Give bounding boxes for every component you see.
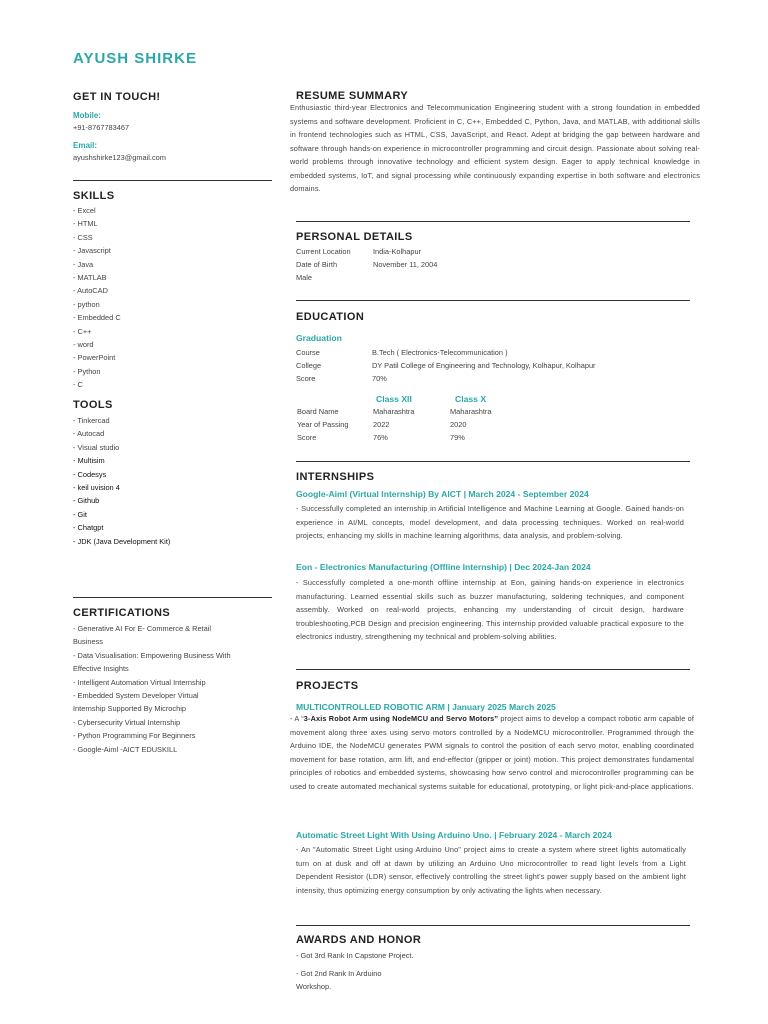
certification-item: Effective Insights xyxy=(73,664,129,674)
contact-heading: GET IN TOUCH! xyxy=(73,91,161,103)
graduation-label: Graduation xyxy=(296,333,342,343)
location-value: India-Kolhapur xyxy=(373,247,422,256)
certifications-heading: CERTIFICATIONS xyxy=(73,607,171,619)
gender-value: Male xyxy=(296,273,313,282)
email-address: ayushshirke123@gmail.com xyxy=(73,153,166,162)
skill-item: - word xyxy=(73,340,94,350)
certification-item: - Python Programming For Beginners xyxy=(73,731,196,741)
college-value: DY Patil College of Engineering and Technology, Kolhapur, Kolhapur xyxy=(372,361,596,370)
certification-item: - Google-Aiml -AICT EDUSKILL xyxy=(73,744,178,754)
skill-item: - Python xyxy=(73,366,101,376)
internship-title: Eon - Electronics Manufacturing (Offline Internship) | Dec 2024-Jan 2024 xyxy=(296,562,591,572)
divider xyxy=(296,221,690,222)
certifications-list xyxy=(73,622,231,756)
tool-item: - JDK (Java Development Kit) xyxy=(73,536,171,546)
personal-heading: PERSONAL DETAILS xyxy=(296,231,413,243)
certification-item: - Cybersecurity Virtual Internship xyxy=(73,717,181,727)
score-value: 70% xyxy=(372,374,387,383)
mobile-label: Mobile: xyxy=(73,111,101,120)
tool-item: - Autocad xyxy=(73,429,105,439)
certification-item: - Intelligent Automation Virtual Internship xyxy=(73,677,206,687)
skill-item: - PowerPoint xyxy=(73,353,116,363)
skill-item: - Javascript xyxy=(73,246,111,256)
project-text-body: project aims to develop a compact robotic arm capable of movement along three axes using servo motors controlled by a NodeMCU microcontroller. Programmed through the Arduino IDE, the NodeMCU generates PWM signals to control the position of each servo motor, enabling coordinated movement for base rotation, arm lift, and end-effector (gripper or joint) motion. This project demonstrates fundamental principles of robotics and embedded systems, showcasing how servo control and microcontroller programming can be used to create automated mechanical systems suitable for educational, prototyping, or light pick-and-place applications. xyxy=(290,714,694,791)
certification-item: Business xyxy=(73,637,103,647)
skill-item: - C xyxy=(73,380,83,390)
summary-text: Enthusiastic third-year Electronics and Telecommunication Engineering student with a strong foundation in embedded systems and software development. Proficient in C, C++, Embedded C, Python, Java, and MATLAB, with additional skills in frontend technologies such as HTML, CSS, JavaScript, and React. Adept at bridging the gap between hardware and software through hands-on experience in microcontroller programming and circuit design. Passionate about solving real-world problems through innovative technology and efficient system design. Eager to apply technical knowledge in embedded systems, IoT, and signal processing while continuously expanding expertise in both software and electronics domains. xyxy=(290,103,700,193)
skills-heading: SKILLS xyxy=(73,190,115,202)
education-heading: EDUCATION xyxy=(296,311,365,323)
certification-item: Internship Supported By Microchip xyxy=(73,704,186,714)
project-description xyxy=(290,712,694,793)
skills-list xyxy=(73,204,121,392)
internship-description: - Successfully completed an internship in Artificial Intelligence and Machine Learning at Google. Gained hands-on experience in AI/ML concepts, model development, and data processing techniques. Worked on real-world projects, enhancing my skills in machine learning algorithms, data analysis, and problem-solving. xyxy=(296,504,684,540)
certification-item: - Data Visualisation: Empowering Business With xyxy=(73,650,231,660)
tool-item: - Multisim xyxy=(73,456,105,466)
tool-item: - Visual studio xyxy=(73,442,120,452)
project-text-bold: 3-Axis Robot Arm using NodeMCU and Servo Motors” xyxy=(303,714,499,723)
tool-item: - Codesys xyxy=(73,469,107,479)
skill-item: - Embedded C xyxy=(73,313,121,323)
year-xii: 2022 xyxy=(373,420,390,429)
skill-item: - HTML xyxy=(73,219,98,229)
candidate-name: AYUSH SHIRKE xyxy=(73,50,197,67)
dob-value: November 11, 2004 xyxy=(373,260,438,269)
certification-item: - Embedded System Developer Virtual xyxy=(73,691,199,701)
project-description: - An "Automatic Street Light using Arduino Uno" project aims to create a system where street lights automatically turn on at dusk and off at dawn by utilizing an Arduino Uno microcontroller to read light levels from a Light Dependent Resistor (LDR) sensor, effectively controlling the street light's power supply based on the ambient light intensity, thus optimizing energy consumption by only activating the lights when necessary. xyxy=(296,845,686,895)
college-label: College xyxy=(296,361,322,370)
tool-item: - keil uvision 4 xyxy=(73,483,120,493)
tool-item: - Github xyxy=(73,496,100,506)
skill-item: - AutoCAD xyxy=(73,286,108,296)
school-table xyxy=(297,407,492,446)
divider xyxy=(296,925,690,926)
tool-item: - Git xyxy=(73,509,87,519)
tool-item: - Tinkercad xyxy=(73,416,110,425)
graduation-table xyxy=(296,348,596,387)
project-title: MULTICONTROLLED ROBOTIC ARM | January 2025 March 2025 xyxy=(296,702,556,712)
certification-item: - Generative AI For E- Commerce & Retail xyxy=(73,624,212,633)
internship-description: - Successfully completed a one-month offline internship at Eon, gaining hands-on experience in electronics manufacturing. Learned essential skills such as buzzer manufacturing, soldering techniques, and component assembly. Worked on real-world projects, enhancing my understanding of circuit design, hardware troubleshooting,PCB Design and precision engineering. This internship provided valuable practical exposure to the electronics industry, strengthening my technical and problem-solving abilities. xyxy=(296,578,684,641)
skill-item: - CSS xyxy=(73,232,93,242)
course-value: B.Tech ( Electronics-Telecommunication ) xyxy=(372,348,508,357)
course-label: Course xyxy=(296,348,320,357)
tool-item: - Chatgpt xyxy=(73,523,104,533)
board-label: Board Name xyxy=(297,407,339,416)
class-xii-label: Class XII xyxy=(376,394,412,404)
divider xyxy=(296,300,690,301)
project-text-prefix: - A “ xyxy=(290,714,304,723)
divider xyxy=(73,597,272,598)
divider xyxy=(296,461,690,462)
personal-details-table xyxy=(296,247,437,286)
project-title: Automatic Street Light With Using Arduino Uno. | February 2024 - March 2024 xyxy=(296,830,612,840)
score-xii: 76% xyxy=(373,433,388,442)
projects-heading: PROJECTS xyxy=(296,680,359,692)
board-xii: Maharashtra xyxy=(373,407,415,416)
skill-item: - python xyxy=(73,299,100,309)
year-label: Year of Passing xyxy=(297,420,349,429)
awards-heading: AWARDS AND HONOR xyxy=(296,934,422,946)
award-item: - Got 2nd Rank In Arduino xyxy=(296,969,382,978)
dob-label: Date of Birth xyxy=(296,260,338,269)
internships-heading: INTERNSHIPS xyxy=(296,471,375,483)
skill-item: - C++ xyxy=(73,326,92,336)
score-x: 79% xyxy=(450,433,465,442)
mobile-number: +91-8767783467 xyxy=(73,123,130,132)
divider xyxy=(296,669,690,670)
location-label: Current Location xyxy=(296,247,351,256)
school-score-label: Score xyxy=(297,433,317,442)
skill-item: - Excel xyxy=(73,206,96,215)
tools-heading: TOOLS xyxy=(73,399,113,411)
skill-item: - Java xyxy=(73,259,94,269)
email-label: Email: xyxy=(73,141,98,150)
internship-title: Google-Aiml (Virtual Internship) By AICT | March 2024 - September 2024 xyxy=(296,489,589,499)
score-label: Score xyxy=(296,374,316,383)
award-item: - Got 3rd Rank In Capstone Project. xyxy=(296,951,414,960)
tools-list xyxy=(73,414,170,548)
award-item-continued: Workshop. xyxy=(296,982,332,991)
class-x-label: Class X xyxy=(455,394,487,404)
summary-heading: RESUME SUMMARY xyxy=(296,90,409,102)
board-x: Maharashtra xyxy=(450,407,492,416)
skill-item: - MATLAB xyxy=(73,273,107,283)
year-x: 2020 xyxy=(450,420,467,429)
divider xyxy=(73,180,272,181)
